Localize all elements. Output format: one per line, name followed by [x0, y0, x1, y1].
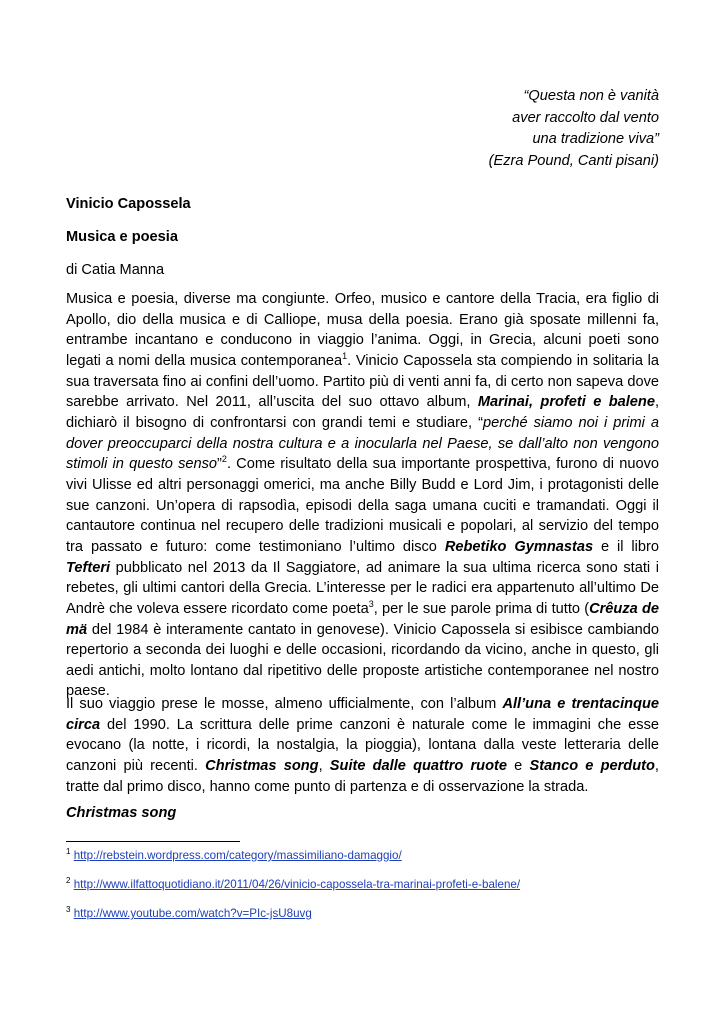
footnote-link[interactable]: http://rebstein.wordpress.com/category/massimiliano-damaggio/ [73, 849, 402, 862]
text-line [66, 694, 659, 715]
album-title: mä [66, 621, 88, 638]
text-run: e [514, 757, 523, 774]
footnote-separator [66, 841, 240, 842]
text-line [66, 351, 659, 372]
text-run: del 1990. La scrittura delle prime canzoni è naturale come le immagini che esse [107, 716, 660, 733]
footnote-number: 3 [66, 905, 71, 914]
album-title: Marinai, profeti e balene [477, 394, 655, 411]
album-title: circa [66, 716, 101, 733]
text-line [66, 413, 659, 434]
text-run: legati a nomi della musica contemporanea [66, 352, 343, 369]
epigraph-attribution: (Ezra Pound, Canti pisani) [488, 152, 659, 169]
text-run: . Come risultato della sua importante prospettiva, furono di nuovo [226, 456, 659, 473]
body-paragraph-2 [66, 694, 659, 797]
quote-line: dover preoccuparci della nostra cultura e a inocularla nel Paese, se dall’alto non vengono [66, 435, 659, 452]
text-run: , [654, 394, 660, 411]
footnote-1 [66, 848, 402, 864]
author-byline: di Catia Manna [66, 262, 165, 278]
footnote-link[interactable]: http://www.ilfattoquotidiano.it/2011/04/26/vinicio-capossela-tra-marinai-profeti-e-balene/ [73, 878, 521, 891]
text-line [66, 537, 659, 558]
text-run: del 1984 è interamente cantato in genovese). Vinicio Capossela si esibisce cambiando [91, 621, 659, 638]
text-line: vivi Ulisse ed altri personaggi omerici, ma anche Billy Budd e Lord Jim, i protagonisti delle [66, 476, 659, 493]
article-subtitle: Musica e poesia [66, 229, 178, 245]
footnote-number: 1 [66, 847, 71, 856]
text-line [66, 392, 659, 413]
song-title: Stanco e perduto [529, 757, 655, 774]
text-line [66, 454, 659, 475]
footnote-2 [66, 877, 520, 893]
text-run: Il suo viaggio prese le mosse, almeno ufficialmente, con l’album [66, 696, 497, 712]
quote-run: stimoli in questo senso [66, 456, 218, 473]
song-title: Christmas song [205, 757, 319, 774]
text-line: entrambe incantano e conducono in viaggio l’anima. Oggi, in Grecia, alcuni poeti sono [66, 332, 659, 349]
footnote-ref-2[interactable]: 2 [221, 454, 227, 465]
text-run: Andrè che voleva essere ricordato come poeta [66, 600, 369, 617]
text-line: aedi antichi, molto lontano dal ripetitivo delle proposte artistiche contemporanee nel nostro [66, 662, 659, 679]
text-line [66, 715, 659, 736]
text-run: canzoni più recenti. [66, 757, 198, 774]
epigraph-line: una tradizione viva” [532, 131, 659, 147]
quote-run: perché siamo noi i primi a [482, 414, 660, 431]
album-title: Crêuza de [589, 600, 659, 617]
body-paragraph-1 [66, 289, 659, 702]
text-line: paese. [66, 683, 110, 700]
text-run: , per le sue parole prima di tutto ( [373, 600, 590, 617]
song-title: Suite dalle quattro ruote [329, 757, 507, 774]
text-line [66, 620, 659, 641]
text-line: evocano (la notte, i ricordi, la nostalgia, la pioggia), lontana dalla veste letteraria delle [66, 737, 659, 754]
article-title: Vinicio Capossela [66, 196, 191, 212]
album-title: Rebetiko Gymnastas [444, 538, 594, 555]
text-run: e il libro [601, 538, 659, 555]
text-run: pubblicato nel 2013 da Il Saggiatore, ad animare la sua ultima ricerca sono stati i [115, 559, 659, 576]
text-line [66, 558, 659, 579]
text-line [66, 599, 659, 620]
section-heading: Christmas song [66, 805, 177, 821]
epigraph-line: aver raccolto dal vento [512, 109, 659, 126]
text-run: , [318, 757, 323, 774]
footnote-ref-3[interactable]: 3 [368, 598, 374, 609]
text-run: dichiarò il bisogno di confrontarsi con grandi temi e studiare, “ [66, 414, 483, 431]
text-line: repertorio a seconda dei luoghi e delle occasioni, ricordando da vicino, anche in questo, gli [66, 642, 659, 659]
footnote-ref-1[interactable]: 1 [342, 350, 348, 361]
footnote-link[interactable]: http://www.youtube.com/watch?v=PIc-jsU8uvg [73, 907, 312, 920]
text-line: rebetes, gli ultimi cantori della Grecia. L’interesse per le radici era appartenuto all’ultimo De [66, 580, 659, 597]
epigraph [339, 86, 659, 172]
album-title: All’una e trentacinque [502, 696, 660, 712]
footnote-3 [66, 906, 312, 922]
text-line [66, 756, 659, 777]
book-title: Tefteri [66, 559, 111, 576]
text-line: Apollo, dio della musica e di Calliope, musa della poesia. Erano già sposate millenni fa, [66, 311, 659, 328]
text-line: tratte dal primo disco, hanno come punto di partenza e di osservazione la strada. [66, 778, 589, 795]
text-run: . Vinicio Capossela sta compiendo in solitaria la [347, 352, 659, 369]
epigraph-line: “Questa non è vanità [523, 88, 659, 104]
text-line: sua traversata fino ai confini dell’uomo. Partito più di venti anni fa, di certo non sapeva dove [66, 373, 659, 390]
footnote-number: 2 [66, 876, 71, 885]
text-run: ” [217, 456, 222, 473]
text-line: Musica e poesia, diverse ma congiunte. Orfeo, musico e cantore della Tracia, era figlio di [66, 291, 659, 307]
text-run: , [654, 757, 659, 774]
text-run: sarebbe arrivato. Nel 2011, all’uscita del suo ottavo album, [66, 394, 471, 411]
text-line: sue canzoni. Un’opera di rapsodìa, episodi della saga umana cuciti e tramandati. Oggi il [66, 497, 659, 514]
text-line: cantautore continua nel recupero delle tradizioni musicali e popolari, al servizio del tempo [66, 518, 659, 535]
text-run: tra passato e futuro: come testimoniano l’ultimo disco [66, 538, 437, 555]
